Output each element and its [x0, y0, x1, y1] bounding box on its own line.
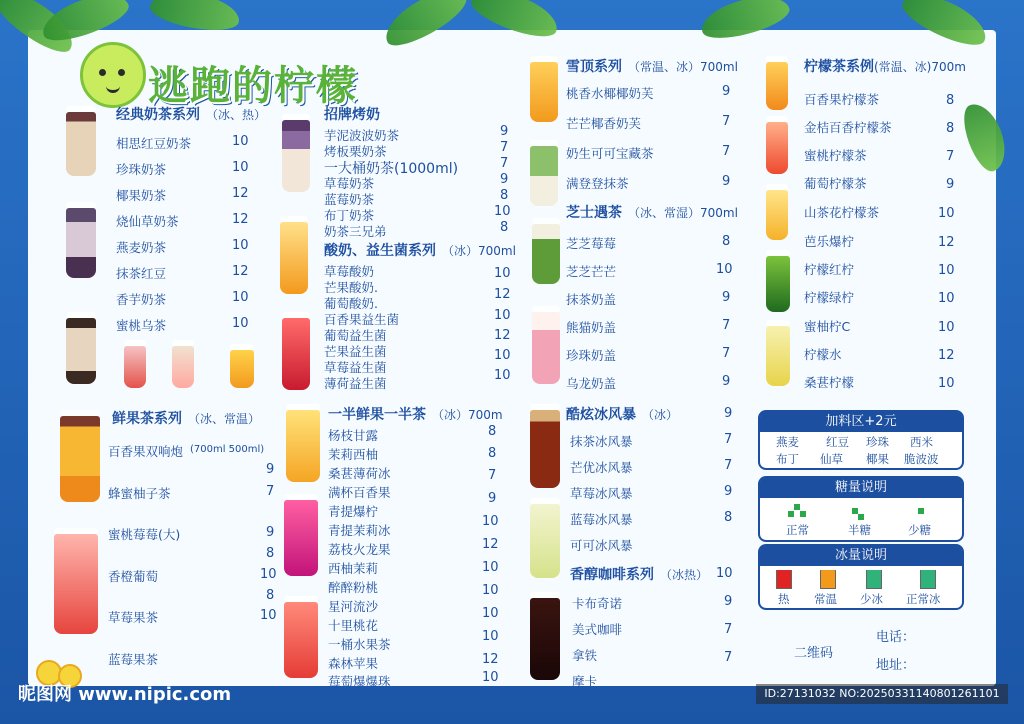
menu-item: 醉醉粉桃 [328, 580, 379, 595]
menu-price: 8 [724, 510, 733, 525]
menu-item: 燕麦奶茶 [116, 240, 167, 255]
menu-item: 蓝莓奶茶 [324, 192, 375, 207]
drink-image [280, 222, 308, 294]
menu-price: 12 [232, 264, 249, 279]
menu-price: 10 [938, 206, 955, 221]
drink-image [284, 602, 318, 678]
menu-item: 熊猫奶盖 [566, 320, 617, 335]
menu-price: 10 [260, 608, 277, 623]
menu-price: 8 [266, 546, 275, 561]
menu-item: 香橙葡萄 [108, 569, 159, 584]
menu-price: 8 [500, 220, 509, 235]
menu-price: 9 [722, 374, 731, 389]
menu-item: 珍珠奶盖 [566, 348, 617, 363]
drink-image [282, 120, 310, 192]
menu-item: 椰果奶茶 [116, 188, 167, 203]
menu-price: 10 [482, 514, 499, 529]
menu-price: 10 [494, 348, 511, 363]
menu-price: 9 [722, 290, 731, 305]
menu-price: 10 [938, 263, 955, 278]
menu-item: 一桶水果茶 [328, 637, 391, 652]
menu-item: 青提茉莉冰 [328, 523, 391, 538]
menu-price: 10 [494, 204, 511, 219]
menu-item: 满杯百香果 [328, 485, 391, 500]
menu-price: 12 [232, 212, 249, 227]
ice-label: 正常冰 [906, 592, 941, 606]
menu-item: 草莓奶茶 [324, 176, 375, 191]
brand-title: 逃跑的柠檬 [148, 62, 358, 109]
ice-level-cup-icon [776, 570, 792, 589]
menu-item: 蜜桃柠檬茶 [804, 148, 867, 163]
menu-price: 10 [232, 238, 249, 253]
drink-image [530, 410, 560, 488]
menu-item: 桑葚薄荷冰 [328, 466, 391, 481]
menu-item: 抹茶红豆 [116, 266, 167, 281]
image-id-strip: ID:27131032 NO:20250331140801261101 [756, 684, 1008, 704]
menu-item: 葡萄柠檬茶 [804, 176, 867, 191]
drink-image [66, 318, 96, 384]
menu-item: 满登登抹茶 [566, 176, 629, 191]
sugar-level-icon [800, 511, 806, 517]
addon-item: 珍珠 [866, 435, 889, 449]
menu-item: 蓝莓冰风暴 [570, 512, 633, 527]
menu-item: 荔枝火龙果 [328, 542, 391, 557]
menu-item: 百香果益生菌 [324, 312, 400, 327]
menu-item: 草莓果茶 [108, 610, 159, 625]
menu-item: 蜜桃乌茶 [116, 318, 167, 333]
drink-image [766, 256, 790, 312]
menu-price: 8 [488, 424, 497, 439]
drink-image [172, 346, 194, 388]
menu-item: 草莓益生菌 [324, 360, 387, 375]
menu-price: 7 [724, 650, 733, 665]
menu-price: 8 [722, 234, 731, 249]
sugar-level-icon [858, 514, 864, 520]
menu-item: 星河流沙 [328, 599, 379, 614]
menu-price: 7 [722, 144, 731, 159]
menu-price: 10 [716, 262, 733, 277]
menu-price: 10 [482, 606, 499, 621]
menu-price: 10 [232, 134, 249, 149]
menu-price: 10 [482, 583, 499, 598]
menu-item: 森林苹果 [328, 656, 379, 671]
drink-image [230, 350, 254, 388]
drink-image [532, 312, 560, 384]
menu-item: 一大桶奶茶(1000ml) [324, 161, 459, 177]
drink-image [766, 326, 790, 386]
ice-level-cup-icon [920, 570, 936, 589]
addon-item: 红豆 [826, 435, 849, 449]
section-title-yogurt: 酸奶、益生菌系列 （冰）700ml [324, 243, 516, 259]
ice-label: 常温 [814, 592, 837, 606]
menu-item: 葡萄益生菌 [324, 328, 387, 343]
menu-price: 7 [500, 156, 509, 171]
menu-price: 9 [722, 84, 731, 99]
addon-item: 脆波波 [904, 452, 939, 466]
menu-item: 香芋奶茶 [116, 292, 167, 307]
drink-image [66, 208, 96, 278]
menu-price: 12 [482, 652, 499, 667]
menu-price: 12 [232, 186, 249, 201]
menu-price: 10 [232, 160, 249, 175]
ice-label: 少冰 [860, 592, 883, 606]
menu-price: 12 [494, 287, 511, 302]
menu-price: 10 [716, 566, 733, 581]
sugar-label: 正常 [786, 523, 809, 537]
menu-price: 10 [482, 629, 499, 644]
drink-image [282, 318, 310, 390]
menu-item: 布丁奶茶 [324, 208, 375, 223]
section-title-fresh: 鲜果茶系列 （冰、常温） [112, 411, 261, 427]
ice-title: 冰量说明 [760, 546, 962, 566]
menu-item: 芝芝莓莓 [566, 236, 617, 251]
menu-item: 柠檬红柠 [804, 262, 855, 277]
menu-item: 薄荷益生菌 [324, 376, 387, 391]
menu-price: 7 [722, 318, 731, 333]
address-label: 地址： [876, 658, 916, 673]
menu-price: 12 [494, 328, 511, 343]
menu-price: 9 [266, 525, 275, 540]
ice-level-cup-icon [866, 570, 882, 589]
addon-title: 加料区+2元 [760, 412, 962, 432]
menu-price: 9 [722, 174, 731, 189]
menu-price: 10 [494, 266, 511, 281]
menu-price: 7 [724, 432, 733, 447]
menu-item: 蜂蜜柚子茶 [108, 486, 171, 501]
menu-item: 抹茶冰风暴 [570, 434, 633, 449]
menu-price: 9 [266, 462, 275, 477]
lemon-mascot-logo [80, 42, 146, 108]
menu-price: 8 [488, 446, 497, 461]
menu-price: 10 [260, 567, 277, 582]
menu-price: 7 [946, 149, 955, 164]
drink-image [60, 416, 100, 502]
sugar-label: 半糖 [848, 523, 871, 537]
menu-item: 蓝莓果茶 [108, 652, 159, 667]
menu-price: 7 [724, 458, 733, 473]
menu-price: 8 [500, 188, 509, 203]
menu-price: 12 [938, 235, 955, 250]
menu-item: 蜜桃莓莓(大) [108, 527, 181, 542]
menu-item: 摩卡 [572, 674, 598, 689]
menu-price: 9 [724, 594, 733, 609]
menu-price: 9 [488, 491, 497, 506]
menu-item: 美式咖啡 [572, 622, 623, 637]
menu-item: 百香果双响炮 [108, 444, 184, 459]
menu-item: 金桔百香柠檬茶 [804, 120, 892, 135]
menu-price: 8 [266, 588, 275, 603]
menu-item: 珍珠奶茶 [116, 162, 167, 177]
menu-price: 10 [232, 316, 249, 331]
menu-price: 9 [500, 172, 509, 187]
section-title-signature: 招牌烤奶 [324, 107, 380, 123]
menu-item: 杨枝甘露 [328, 428, 379, 443]
addon-item: 燕麦 [776, 435, 799, 449]
addon-item: 布丁 [776, 452, 799, 466]
drink-image [530, 504, 560, 578]
menu-price: 10 [482, 670, 499, 685]
section-title-storm: 酷炫冰风暴 （冰） [566, 407, 679, 423]
qr-code-placeholder: 二维码 [794, 646, 834, 661]
drink-image [530, 598, 560, 680]
ice-label: 热 [778, 592, 790, 606]
drink-image [532, 224, 560, 284]
menu-price: 9 [724, 484, 733, 499]
drink-image [766, 190, 788, 240]
menu-price: 9 [724, 406, 733, 421]
menu-item: 奶茶三兄弟 [324, 224, 387, 239]
menu-price: 10 [482, 560, 499, 575]
menu-item: 十里桃花 [328, 618, 379, 633]
ice-level-cup-icon [820, 570, 836, 589]
sugar-level-icon [788, 511, 794, 517]
menu-item: 芒果酸奶. [324, 280, 378, 295]
menu-item: 相思红豆奶茶 [116, 136, 192, 151]
menu-item: 烧仙草奶茶 [116, 214, 179, 229]
menu-item: 草莓冰风暴 [570, 486, 633, 501]
menu-item: 拿铁 [572, 648, 598, 663]
menu-price: 10 [938, 376, 955, 391]
menu-item: 芒芒椰香奶芙 [566, 116, 642, 131]
drink-image [284, 500, 318, 576]
menu-item: 可可冰风暴 [570, 538, 633, 553]
menu-item: 西柚茉莉 [328, 561, 379, 576]
site-watermark: 昵图网 www.nipic.com [18, 684, 232, 705]
addon-box [758, 410, 964, 470]
menu-item: 百香果柠檬茶 [804, 92, 880, 107]
sugar-level-icon [918, 508, 924, 514]
menu-price: 8 [946, 93, 955, 108]
menu-item: 莓萄爆爆珠 [328, 674, 391, 689]
addon-item: 西米 [910, 435, 933, 449]
menu-price: 7 [500, 140, 509, 155]
menu-price: 7 [722, 114, 731, 129]
menu-item: 芒优冰风暴 [570, 460, 633, 475]
menu-item: 茉莉西柚 [328, 447, 379, 462]
addon-item: 仙草 [820, 452, 843, 466]
menu-item: 抹茶奶盖 [566, 292, 617, 307]
drink-image [530, 62, 558, 122]
menu-price: 7 [266, 484, 275, 499]
menu-item: 奶生可可宝藏茶 [566, 146, 654, 161]
drink-image [54, 534, 98, 634]
menu-item-size-note: (700ml 500ml) [190, 444, 265, 455]
menu-price: 10 [232, 290, 249, 305]
menu-item: 葡萄酸奶. [324, 296, 378, 311]
drink-image [766, 62, 788, 110]
sugar-level-icon [794, 504, 800, 510]
menu-item: 桃香水椰椰奶芙 [566, 86, 654, 101]
menu-price: 10 [494, 368, 511, 383]
section-title-classic: 经典奶茶系列 （冰、热） [116, 107, 267, 123]
menu-item: 蜜柚柠C [804, 319, 851, 334]
menu-item: 卡布奇诺 [572, 596, 623, 611]
drink-image [286, 410, 320, 482]
menu-item: 山茶花柠檬茶 [804, 205, 880, 220]
addon-item: 椰果 [866, 452, 889, 466]
drink-image [124, 346, 146, 388]
ice-box [758, 544, 964, 610]
menu-item: 柠檬水 [804, 347, 842, 362]
menu-item: 桑葚柠檬 [804, 375, 855, 390]
menu-price: 10 [938, 320, 955, 335]
menu-price: 7 [722, 346, 731, 361]
menu-price: 8 [946, 121, 955, 136]
phone-label: 电话： [876, 630, 916, 645]
section-title-coffee: 香醇咖啡系列 （冰热） [570, 567, 709, 583]
menu-item: 芝芝芒芒 [566, 264, 617, 279]
section-title-half: 一半鲜果一半茶 （冰）700m [328, 407, 503, 423]
menu-price: 12 [482, 537, 499, 552]
menu-price: 9 [946, 177, 955, 192]
menu-item: 柠檬绿柠 [804, 290, 855, 305]
menu-item: 芒果益生菌 [324, 344, 387, 359]
sugar-label: 少糖 [908, 523, 931, 537]
menu-price: 10 [938, 291, 955, 306]
drink-image [766, 122, 788, 174]
menu-item: 芭乐爆柠 [804, 234, 855, 249]
menu-item: 烤板栗奶茶 [324, 144, 387, 159]
section-title-lemon: 柠檬茶系例(常温、冰)700m [804, 59, 966, 75]
menu-price: 9 [500, 124, 509, 139]
sugar-box [758, 476, 964, 542]
menu-price: 7 [488, 468, 497, 483]
menu-item: 乌龙奶盖 [566, 376, 617, 391]
sugar-title: 糖量说明 [760, 478, 962, 498]
menu-price: 10 [494, 308, 511, 323]
menu-price: 7 [724, 622, 733, 637]
menu-item: 芋泥波波奶茶 [324, 128, 400, 143]
menu-item: 青提爆柠 [328, 504, 379, 519]
section-title-cheese: 芝士遇茶 （冰、常湿）700ml [566, 205, 738, 221]
menu-price: 12 [938, 348, 955, 363]
drink-image [530, 146, 558, 206]
menu-item: 草莓酸奶 [324, 264, 375, 279]
section-title-snowtop: 雪顶系列 （常温、冰）700ml [566, 59, 738, 75]
drink-image [66, 112, 96, 176]
